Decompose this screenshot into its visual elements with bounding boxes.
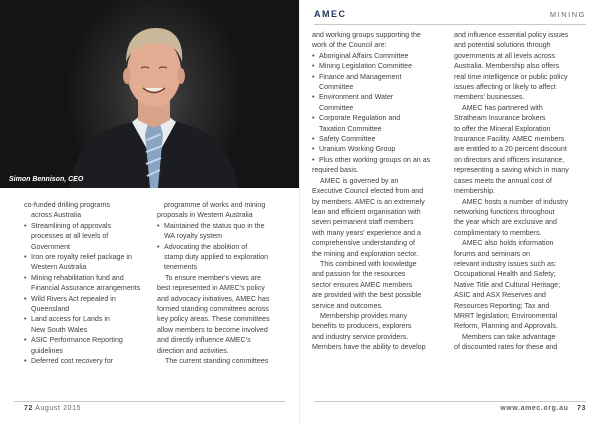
text-line: Executive Council elected from and xyxy=(312,187,424,196)
text-line: and passion for the resources xyxy=(312,270,406,279)
text-line: Stratheam Insurance brokers xyxy=(454,114,546,123)
photo-caption: Simon Bennison, CEO xyxy=(9,176,84,183)
brand-title: AMEC xyxy=(314,9,347,19)
bullet-item: • Aboriginal Affairs Committee xyxy=(312,51,452,61)
page-number: 72 xyxy=(24,405,33,412)
text-line: AMEC is governed by an xyxy=(320,176,399,185)
ceo-portrait xyxy=(0,0,300,188)
bullet-item: • Advocating the abolition of xyxy=(157,242,289,252)
text-line: programme of works and mining xyxy=(164,201,266,209)
text-line: membership. xyxy=(454,187,496,196)
text-line: To ensure member's views are xyxy=(165,273,261,282)
text-line: real time intelligence or public policy xyxy=(454,72,568,81)
text-line: Western Australia xyxy=(31,263,87,272)
text-line: service and outcomes. xyxy=(312,301,383,310)
text-line: to offer the Mineral Exploration xyxy=(454,124,551,133)
text-line: key policy areas. These committees xyxy=(157,315,270,324)
text-line: required basis. xyxy=(312,166,359,175)
website-url: www.amec.org.au xyxy=(500,405,569,412)
bullet-item: • Iron ore royalty relief package in xyxy=(24,252,152,262)
text-line: direction and activities. xyxy=(157,346,229,355)
text-line: with many years' experience and a xyxy=(312,228,422,237)
text-line: Government xyxy=(31,242,71,251)
bullet-item: • Land access for Lands in xyxy=(24,314,152,324)
text-line: the year which are exclusive and xyxy=(454,218,557,227)
text-line: benefits to producers, explorers xyxy=(312,322,412,331)
text-line: and industry service providers. xyxy=(312,332,409,341)
text-line: allow members to become involved xyxy=(157,325,268,334)
header-rule xyxy=(314,24,586,25)
right-page-column-1 xyxy=(312,30,452,353)
text-line: New South Wales xyxy=(31,325,88,334)
text-line: Members can take advantage xyxy=(462,332,556,341)
bullet-item: • Uranium Working Group xyxy=(312,144,452,154)
bullet-item: • Corporate Regulation and xyxy=(312,113,452,123)
bullet-item: • Finance and Management xyxy=(312,72,452,82)
text-line: work of the Council are: xyxy=(312,41,387,50)
text-line: Queensland xyxy=(31,305,70,314)
text-line: Committee xyxy=(319,103,354,112)
text-line: Native Title and Cultural Heritage; xyxy=(454,280,561,289)
portrait-illustration xyxy=(0,0,300,188)
text-line: MRRT legislation; Environmental xyxy=(454,311,558,320)
text-line: issues affecting or likely to affect xyxy=(454,83,556,92)
text-line: relevant industry issues such as: xyxy=(454,259,557,268)
text-line: and influence essential policy issues xyxy=(454,31,569,39)
text-line: Insurance Facility. AMEC members xyxy=(454,135,565,144)
text-line: processes at all levels of xyxy=(31,232,109,241)
text-line: are provided with the best possible xyxy=(312,291,422,300)
bullet-item: • ASIC Performance Reporting xyxy=(24,335,152,345)
text-line: best represented in AMEC's policy xyxy=(157,284,265,293)
text-line: co-funded drilling programs xyxy=(24,201,110,209)
text-line: across Australia xyxy=(31,211,82,220)
text-line: Australia. Membership also offers xyxy=(454,62,560,71)
footer-rule xyxy=(14,401,285,402)
text-line: forums and seminars on xyxy=(454,249,531,258)
text-line: Taxation Committee xyxy=(319,124,382,133)
text-line: networking functions throughout xyxy=(454,207,555,216)
text-line: AMEC hosts a number of industry xyxy=(462,197,569,206)
left-page-column-1 xyxy=(24,200,152,367)
bullet-item: • Environment and Water xyxy=(312,92,452,102)
bullet-item: • Mining Legislation Committee xyxy=(312,61,452,71)
text-line: and potential solutions through xyxy=(454,41,551,50)
text-line: Committee xyxy=(319,83,354,92)
text-line: tenements xyxy=(164,263,198,272)
text-line: guidelines xyxy=(31,346,63,355)
text-line: lean and efficient organisation with xyxy=(312,207,421,216)
text-line: This combined with knowledge xyxy=(320,259,417,268)
text-line: AMEC has partnered with xyxy=(462,103,543,112)
text-line: Members have the ability to develop xyxy=(312,343,426,352)
text-line: and directly influence AMEC's xyxy=(157,336,251,345)
left-page-column-2 xyxy=(157,200,289,367)
issue-date: August 2015 xyxy=(35,405,82,412)
text-line: sector ensures AMEC members xyxy=(312,280,413,289)
right-folio xyxy=(500,405,586,412)
text-line: stamp duty applied to exploration xyxy=(164,253,269,262)
right-page-column-2 xyxy=(454,30,594,353)
text-line: WA royalty system xyxy=(164,232,223,241)
text-line: by members. AMEC is an extremely xyxy=(312,197,425,206)
text-line: and working groups supporting the xyxy=(312,31,421,39)
text-line: are entitled to a 20 percent discount xyxy=(454,145,567,154)
text-line: Financial Assurance arrangements xyxy=(31,284,141,293)
text-line: members' businesses. xyxy=(454,93,525,102)
section-title: MINING xyxy=(549,10,586,19)
bullet-item: • Deferred cost recovery for xyxy=(24,356,152,366)
text-line: the mining and exploration sector. xyxy=(312,249,419,258)
text-line: The current standing committees xyxy=(165,357,269,366)
bullet-item: • Mining rehabilitation fund and xyxy=(24,273,152,283)
text-line: of discounted rates for these and xyxy=(454,343,558,352)
footer-rule xyxy=(314,401,586,402)
text-line: complimentary to members. xyxy=(454,228,542,237)
page-number: 73 xyxy=(577,405,586,412)
text-line: Membership provides many xyxy=(320,311,408,320)
text-line: Reform, Planning and Approvals. xyxy=(454,322,558,331)
text-line: and advocacy initiatives, AMEC has xyxy=(157,294,270,303)
text-line: representing a saving which in many xyxy=(454,166,569,175)
bullet-item: • Safety Committee xyxy=(312,134,452,144)
text-line: cases meets the annual cost of xyxy=(454,176,552,185)
text-line: comprehensive understanding of xyxy=(312,239,415,248)
text-line: seven permanent staff members xyxy=(312,218,414,227)
bullet-item: • Plus other working groups on an as xyxy=(312,155,452,165)
text-line: Resources Reporting; Tax and xyxy=(454,301,550,310)
text-line: proposals in Western Australia xyxy=(157,211,253,220)
bullet-item: • Wild Rivers Act repealed in xyxy=(24,294,152,304)
text-line: formed standing committees across xyxy=(157,305,269,314)
text-line: ASIC and ASX Reserves and xyxy=(454,291,546,300)
bullet-item: • Maintained the status quo in the xyxy=(157,221,289,231)
text-line: Occupational Health and Safety; xyxy=(454,270,556,279)
text-line: AMEC also holds information xyxy=(462,239,554,248)
text-line: governments at all levels across xyxy=(454,51,555,60)
right-page xyxy=(300,0,600,424)
text-line: on directors and officers insurance, xyxy=(454,155,565,164)
bullet-item: • Streamlining of approvals xyxy=(24,221,152,231)
left-folio xyxy=(24,405,81,412)
